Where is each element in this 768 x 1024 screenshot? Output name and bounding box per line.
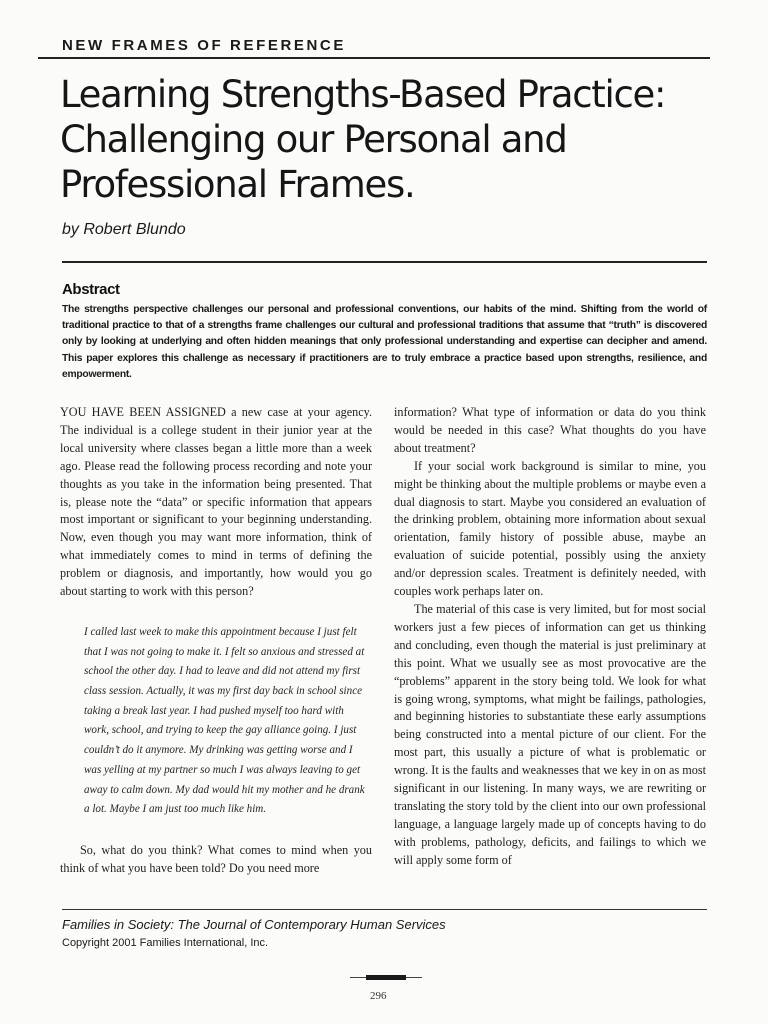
client-quote: I called last week to make this appointment because I just felt that I was not going to make it. I felt so anxious and stressed at school the other day. I had to leave and did not attend my first class session. Actually, it was my first day back in school since taking a break last year. I had pushed myself too hard with work, school, and trying to keep the gay alliance going. I just couldn’t do it anymore. My drinking was getting worse and I was yelling at my partner so much I was always leaving to get away to calm down. My dad would hit my mother and he drank a lot. Maybe I am just too much like him.: [84, 625, 365, 816]
opening-paragraph-text: a new case at your agency. The individual is a college student in their junior year at the local university where classes began a little more than a week ago. Please read the following process recording and note your thoughts as you take in the information being presented. That is, please note the “data” or specific information that appears most important or significant to your beginning understanding. Now, even though you may want more information, think of what immediately comes to mind in terms of defining the problem or diagnosis, and importantly, how would you go about starting to work with this person?: [60, 405, 373, 599]
page-mark: [366, 975, 406, 980]
journal-name: Families in Society: The Journal of Contemporary Human Services: [62, 917, 446, 932]
header-rule: [38, 57, 710, 59]
body-column-right: [394, 404, 706, 870]
article-title: Learning Strengths-Based Practice: Challenging our Personal and Professional Frames.: [60, 73, 666, 206]
footer-rule: [62, 909, 707, 910]
author-byline: by Robert Blundo: [62, 221, 186, 238]
body-paragraph: If your social work background is similar to mine, you might be thinking about the multiple problems or maybe even a dual diagnosis to start. Maybe you considered an evaluation of the drinking problem, obtaining more information about sexual orientation, family history of possible abuse, maybe an evaluation of suicide potential, possibly using the anxiety and/or depression scales. Treatment is definitely needed, with couples work perhaps later on.: [394, 458, 706, 599]
body-paragraph: information? What type of information or data do you think would be needed in this case? What thoughts do you have about treatment?: [394, 405, 706, 455]
abstract-text: The strengths perspective challenges our personal and professional conventions, our habits of the mind. Shifting from the world of traditional practice to that of a strengths frame challenges our cultural and professional traditions that assume that “truth” is discovered only by looking at underlying and often hidden meanings that only professional understanding and expertise can decipher and amend. This paper explores this challenge as necessary if practitioners are to truly embrace a practice based upon strengths, resilience, and empowerment.: [62, 304, 707, 380]
section-label: NEW FRAMES OF REFERENCE: [62, 37, 346, 54]
body-paragraph: The material of this case is very limited, but for most social workers just a few pieces of information can get us thinking and concluding, even though the material is just preliminary at this point. What we usually see as most provocative are the “problems” apparent in the story being told. We look for what is going wrong, symptoms, what might be failings, pathologies, and beginning histories to substantiate these early assumptions being constructed into a mental picture of our client. For the most part, this usually a picture of what is problematic or wrong. It is the faults and weaknesses that we key in on as most significant in our listening. In many ways, we are rewriting or translating the story told by the client into our own professional language, a language largely made up of concepts having to do with problems, pathology, deficits, and failings to which we will apply some form of: [394, 601, 706, 867]
page-number: 296: [370, 990, 387, 1002]
abstract-rule: [62, 261, 707, 263]
body-paragraph: So, what do you think? What comes to mind when you think of what you have been told? Do you need more: [60, 843, 372, 875]
body-column-left: [60, 404, 372, 878]
abstract-heading: Abstract: [62, 281, 120, 298]
opening-lead-caps: YOU HAVE BEEN ASSIGNED: [60, 405, 226, 419]
copyright-notice: Copyright 2001 Families International, Inc.: [62, 937, 269, 949]
opening-paragraph: [60, 404, 372, 601]
